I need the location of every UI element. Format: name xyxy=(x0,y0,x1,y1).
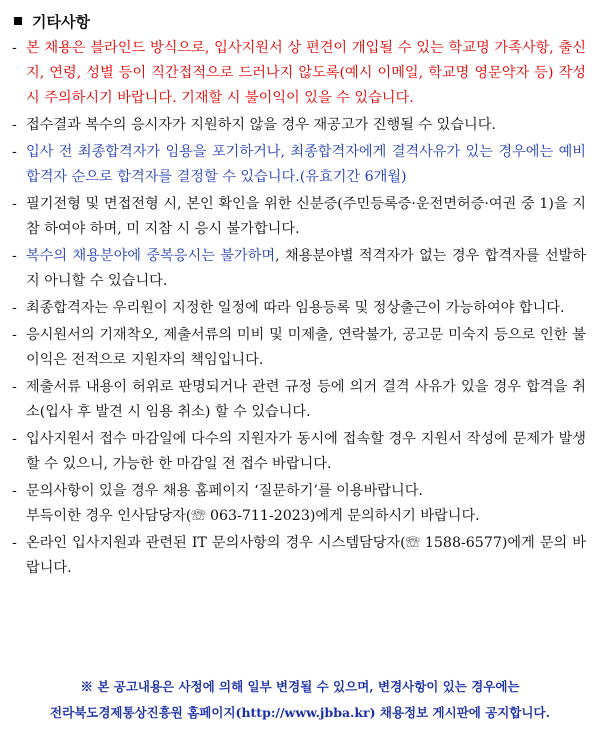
dash-bullet-icon: - xyxy=(12,327,17,343)
list-item xyxy=(10,192,592,242)
list-item-text xyxy=(26,113,592,138)
list-item-text xyxy=(26,244,592,294)
list-item xyxy=(10,479,592,529)
list-item-text xyxy=(26,479,592,529)
section-heading xyxy=(10,8,592,34)
footer-notice xyxy=(0,674,600,726)
dash-bullet-icon: - xyxy=(12,535,17,551)
list-item-text xyxy=(26,36,592,111)
list-item-text xyxy=(26,375,592,425)
list-item xyxy=(10,140,592,190)
list-item xyxy=(10,113,592,138)
dash-bullet-icon: - xyxy=(12,144,17,160)
list-item xyxy=(10,323,592,373)
text-run: 본 채용은 블라인드 방식으로, 입사지원서 상 편견이 개입될 수 있는 학교명 가족사항, 출신지, 연령, 성별 등이 직간접적으로 드러나지 않도록(예시 이메일, 학교명 영문약자 등) 작성시 주의하시기 바랍니다. 기재할 시 불이익이 있을 수 있습니다. xyxy=(26,40,586,106)
text-run: 제출서류 내용이 허위로 판명되거나 관련 규정 등에 의거 결격 사유가 있을 경우 합격을 취소(입사 후 발견 시 임용 취소) 할 수 있습니다. xyxy=(26,379,586,420)
dash-bullet-icon: - xyxy=(12,196,17,212)
dash-bullet-icon: - xyxy=(12,40,17,56)
text-run: 응시원서의 기재착오, 제출서류의 미비 및 미제출, 연락불가, 공고문 미숙지 등으로 인한 불이익은 전적으로 지원자의 책임입니다. xyxy=(26,327,586,368)
footer-notice-line-2: 전라북도경제통상진흥원 홈페이지(http://www.jbba.kr) 채용정보 게시판에 공지합니다. xyxy=(50,705,550,720)
list-item xyxy=(10,296,592,321)
notice-list xyxy=(10,36,592,581)
list-item-text xyxy=(26,296,592,321)
dash-bullet-icon: - xyxy=(12,117,17,133)
list-item xyxy=(10,244,592,294)
list-item-text xyxy=(26,531,592,581)
dash-bullet-icon: - xyxy=(12,300,17,316)
text-run: 온라인 입사지원과 관련된 IT 문의사항의 경우 시스템담당자(☏ 1588-6577)에게 문의 바랍니다. xyxy=(26,535,586,576)
dash-bullet-icon: - xyxy=(12,248,17,264)
dash-bullet-icon: - xyxy=(12,483,17,499)
list-item-second-line: 부득이한 경우 인사담당자(☏ 063-711-2023)에게 문의하시기 바랍니다. xyxy=(26,508,480,524)
list-item xyxy=(10,36,592,111)
text-run: 복수의 채용분야에 중복응시는 불가하며 xyxy=(26,248,276,264)
list-item-text xyxy=(26,427,592,477)
list-item-text xyxy=(26,192,592,242)
text-run: 필기전형 및 면접전형 시, 본인 확인을 위한 신분증(주민등록증·운전면허증·여권 중 1)을 지참 하여야 하며, 미 지참 시 응시 불가합니다. xyxy=(26,196,586,237)
list-item-text xyxy=(26,323,592,373)
section-title: 기타사항 xyxy=(32,12,90,31)
text-run: 입사 전 최종합격자가 임용을 포기하거나, 최종합격자에게 결격사유가 있는 경우에는 예비합격자 순으로 합격자를 결정할 수 있습니다.(유효기간 6개월) xyxy=(26,144,586,185)
text-run: 입사지원서 접수 마감일에 다수의 지원자가 동시에 접속할 경우 지원서 작성에 문제가 발생할 수 있으니, 가능한 한 마감일 전 접수 바랍니다. xyxy=(26,431,586,472)
text-run: 최종합격자는 우리원이 지정한 일정에 따라 임용등록 및 정상출근이 가능하여야 합니다. xyxy=(26,300,565,316)
dash-bullet-icon: - xyxy=(12,379,17,395)
dash-bullet-icon: - xyxy=(12,431,17,447)
list-item xyxy=(10,427,592,477)
list-item-text xyxy=(26,140,592,190)
text-run: 접수결과 복수의 응시자가 지원하지 않을 경우 재공고가 진행될 수 있습니다. xyxy=(26,117,496,133)
list-item xyxy=(10,531,592,581)
list-item xyxy=(10,375,592,425)
footer-notice-line-1: ※ 본 공고내용은 사정에 의해 일부 변경될 수 있으며, 변경사항이 있는 경우에는 xyxy=(80,679,520,694)
text-run: 문의사항이 있을 경우 채용 홈페이지 ‘질문하기’를 이용바랍니다. xyxy=(26,483,423,499)
text-run: , 채용분야별 적격자가 없는 경우 합격자를 선발하지 아니할 수 있습니다. xyxy=(26,248,586,289)
square-bullet-icon xyxy=(14,17,22,25)
